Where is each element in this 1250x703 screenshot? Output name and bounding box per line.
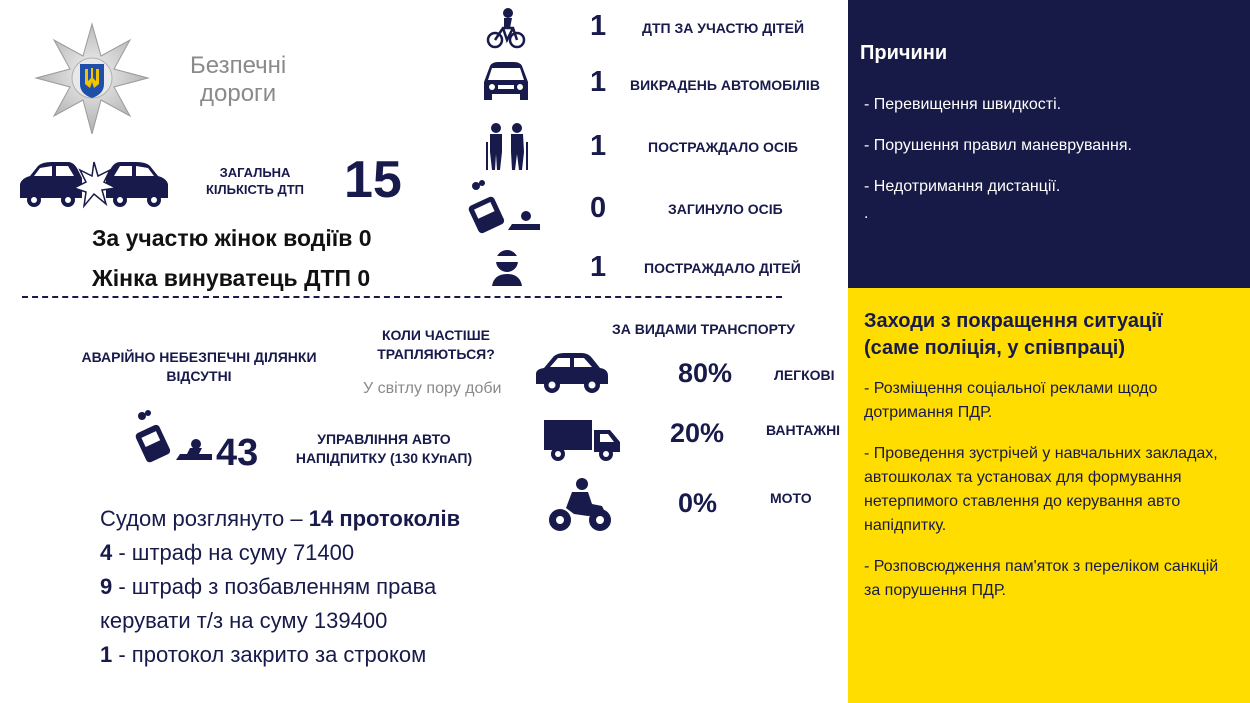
drunk-crash-icon [132, 410, 216, 466]
court-line1: Судом розглянуто – 14 протоколів [100, 506, 461, 531]
measures-title-line2: (саме поліція, у співпраці) [864, 337, 1125, 359]
court-line5: 1 - протокол закрито за строком [100, 642, 427, 667]
reasons-item: - Порушення правил маневрування. [864, 137, 1132, 154]
measures-title-line1: Заходи з покращення ситуації [864, 310, 1163, 332]
brand-title-line2: дороги [200, 80, 277, 107]
reasons-item: - Перевищення швидкості. [864, 96, 1062, 113]
women-culprit: Жінка винуватець ДТП 0 [92, 265, 371, 291]
injured-people-icon [484, 122, 530, 172]
court-line3: 9 - штраф з позбавленням права [100, 574, 437, 599]
motorcycle-icon [548, 478, 612, 532]
transport-label-moto: МОТО [770, 490, 812, 506]
car-icon [534, 352, 610, 394]
court-line4: керувати т/з на суму 139400 [100, 608, 388, 633]
court-line2: 4 - штраф на суму 71400 [100, 540, 355, 565]
reasons-item: . [864, 205, 869, 222]
section-divider [22, 296, 782, 298]
truck-icon [544, 418, 622, 462]
transport-label-trucks: ВАНТАЖНІ [766, 422, 841, 438]
transport-percent-trucks: 20% [670, 418, 725, 448]
transport-percent-cars: 80% [678, 358, 733, 388]
total-label-line1: ЗАГАЛЬНА [219, 165, 291, 180]
when-line1: КОЛИ ЧАСТІШЕ [381, 327, 491, 343]
car-crash-icon [18, 158, 170, 210]
total-value: 15 [344, 151, 402, 209]
drunk-label [284, 430, 484, 468]
car-front-icon [480, 60, 532, 104]
measures-panel [848, 288, 1250, 703]
court-results [100, 502, 570, 672]
measures-title [864, 308, 1244, 362]
stat-value-killed: 0 [590, 192, 607, 224]
stat-value-injured: 1 [590, 130, 607, 162]
stat-label-injured: ПОСТРАЖДАЛО ОСІБ [648, 139, 798, 155]
transport-percent-moto: 0% [678, 488, 718, 518]
reasons-panel [848, 0, 1250, 288]
dangerous-sections [74, 348, 324, 386]
brand-title [190, 52, 286, 108]
when-question [368, 326, 504, 364]
bicycle-icon [486, 6, 526, 50]
drunk-label-line2: НАПІДПИТКУ (130 КУпАП) [295, 450, 473, 466]
measures-item: - Розміщення соціальної реклами щодо дотримання ПДР. [864, 380, 1158, 421]
police-star-logo [32, 22, 152, 134]
transport-title: ЗА ВИДАМИ ТРАНСПОРТУ [612, 321, 795, 337]
stat-label-killed: ЗАГИНУЛО ОСІБ [668, 201, 783, 217]
stat-label-car-theft: ВИКРАДЕНЬ АВТОМОБІЛІВ [630, 77, 820, 93]
women-participation: За участю жінок водіїв 0 [92, 225, 372, 251]
stat-label-injured-children: ПОСТРАЖДАЛО ДІТЕЙ [644, 260, 801, 276]
stat-value-children-dtp: 1 [590, 10, 607, 42]
total-label [196, 164, 314, 198]
transport-label-cars: ЛЕГКОВІ [774, 367, 835, 383]
injured-child-icon [490, 248, 524, 286]
dangerous-line2: ВІДСУТНІ [166, 368, 232, 384]
stat-value-car-theft: 1 [590, 66, 607, 98]
reasons-item: - Недотримання дистанції. [864, 178, 1061, 195]
measures-item: - Розповсюдження пам'яток з переліком санкцій за порушення ПДР. [864, 558, 1219, 599]
stat-label-children-dtp: ДТП ЗА УЧАСТЮ ДІТЕЙ [642, 20, 805, 36]
when-answer: У світлу пору доби [363, 380, 502, 397]
total-label-line2: КІЛЬКІСТЬ ДТП [205, 182, 305, 197]
reasons-title: Причини [860, 42, 948, 64]
when-line2: ТРАПЛЯЮТЬСЯ? [377, 346, 495, 362]
drunk-value: 43 [216, 432, 259, 474]
drunk-label-line1: УПРАВЛІННЯ АВТО [317, 431, 451, 447]
dangerous-line1: АВАРІЙНО НЕБЕЗПЕЧНІ ДІЛЯНКИ [81, 349, 317, 365]
crash-victim-icon [462, 180, 544, 238]
stat-value-injured-children: 1 [590, 251, 607, 283]
measures-item: - Проведення зустрічей у навчальних закладах, автошколах та установах для формування нетерпимого ставлення до керування авто напідпитку. [864, 445, 1218, 534]
brand-title-line1: Безпечні [190, 52, 287, 79]
